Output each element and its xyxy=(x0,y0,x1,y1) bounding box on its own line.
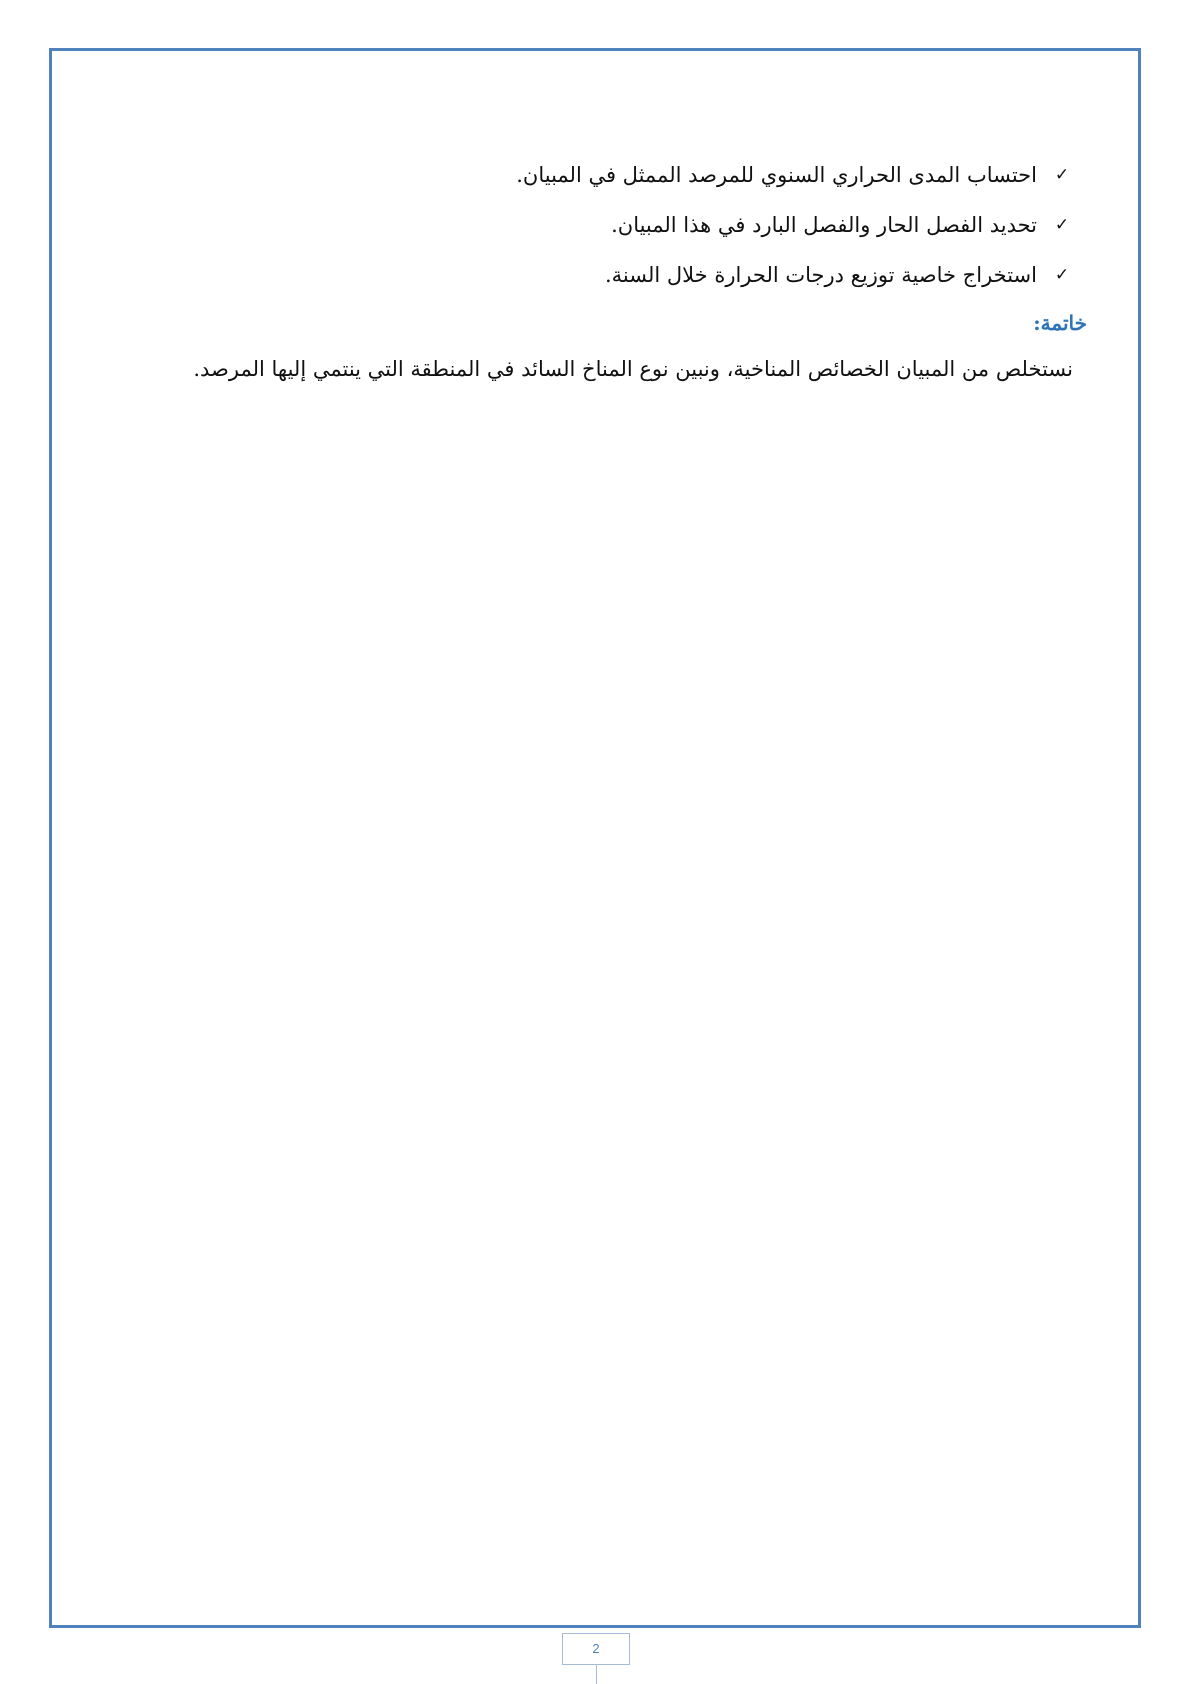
page-number: 2 xyxy=(562,1633,630,1665)
checkmark-icon: ✓ xyxy=(1054,165,1070,185)
list-item xyxy=(113,150,1073,200)
conclusion-paragraph: نستخلص من المبيان الخصائص المناخية، ونبين نوع المناخ السائد في المنطقة التي ينتمي إليها المرصد. xyxy=(193,357,1073,381)
check-list xyxy=(113,150,1073,300)
checkmark-icon: ✓ xyxy=(1054,215,1070,235)
list-item-text: احتساب المدى الحراري السنوي للمرصد الممثل في المبيان. xyxy=(516,163,1037,187)
list-item-text: استخراج خاصية توزيع درجات الحرارة خلال السنة. xyxy=(604,263,1037,287)
document-body xyxy=(113,150,1087,407)
conclusion-heading: خاتمة: xyxy=(1033,311,1087,335)
footer-divider xyxy=(596,1665,597,1684)
list-item xyxy=(113,250,1073,300)
checkmark-icon: ✓ xyxy=(1054,265,1070,285)
list-item xyxy=(113,200,1073,250)
list-item-text: تحديد الفصل الحار والفصل البارد في هذا المبيان. xyxy=(611,213,1037,237)
